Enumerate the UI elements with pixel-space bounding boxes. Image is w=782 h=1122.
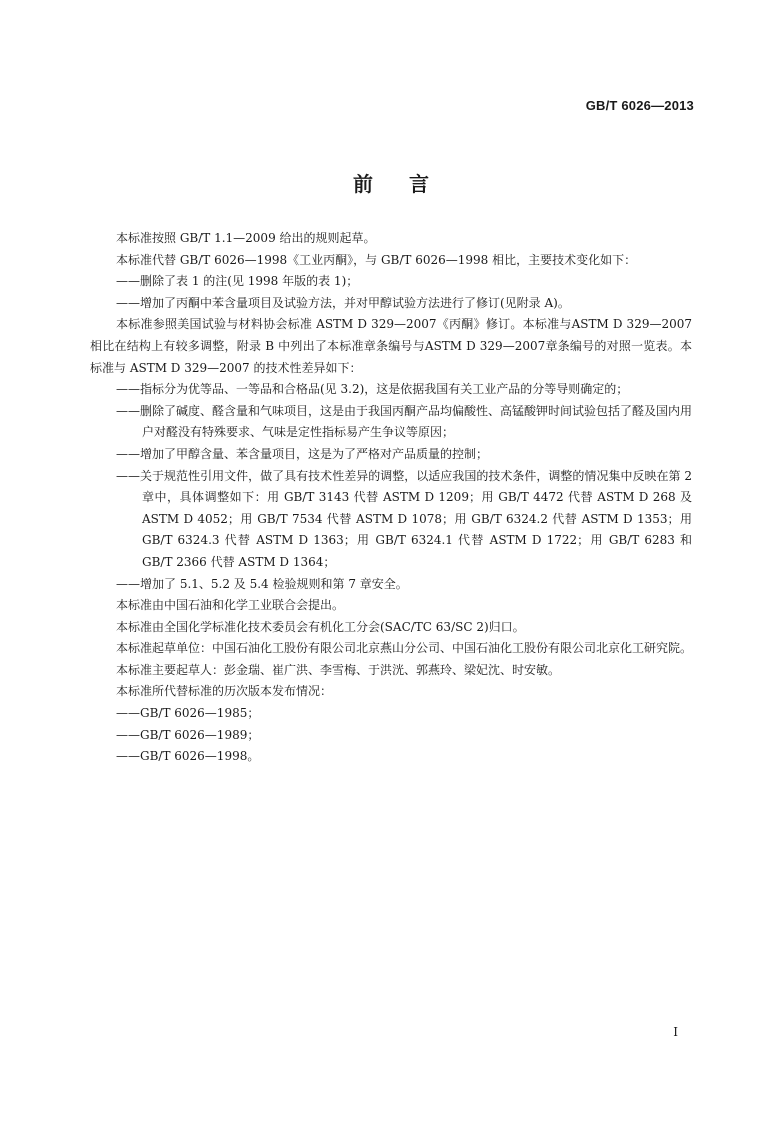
standard-code: GB/T 6026—2013 [585,98,694,113]
foreword-body [90,228,692,768]
paragraph-drafting-units: 本标准起草单位：中国石油化工股份有限公司北京燕山分公司、中国石油化工股份有限公司北京化工研究院。 [116,641,693,656]
list-item: ——GB/T 6026—1998。 [116,749,260,764]
page-title: 前言 [353,172,465,196]
list-item: ——关于规范性引用文件，做了具有技术性差异的调整，以适应我国的技术条件，调整的情况集中反映在第 2 章中，具体调整如下：用 GB/T 3143 代替 ASTM D 1209；用 GB/T 4472 代替 ASTM D 268 及 ASTM D 4052；用 GB/T 7534 代替 ASTM D 1078；用 GB/T 6324.2 代替 ASTM D 1353；用 GB/T 6324.3 代替 ASTM D 1363；用 GB/T 6324.1 代替 ASTM D 1722；用 GB/T 6283 和 GB/T 2366 代替 ASTM D 1364； [116,468,692,569]
list-item: ——增加了丙酮中苯含量项目及试验方法，并对甲醇试验方法进行了修订(见附录 A)。 [116,295,570,310]
list-item: ——GB/T 6026—1989； [116,727,260,742]
page-number: I [673,1025,678,1039]
list-item: ——删除了表 1 的注(见 1998 年版的表 1)； [116,274,359,289]
paragraph-proposer: 本标准由中国石油和化学工业联合会提出。 [116,598,345,613]
list-item: ——增加了甲醇含量、苯含量项目，这是为了严格对产品质量的控制； [116,446,489,461]
list-item: ——删除了碱度、醛含量和气味项目，这是由于我国丙酮产品均偏酸性、高锰酸钾时间试验包括了醛及国内用户对醛没有特殊要求、气味是定性指标易产生争议等原因； [116,403,693,440]
list-item: ——增加了 5.1、5.2 及 5.4 检验规则和第 7 章安全。 [116,576,408,591]
paragraph-drafters: 本标准主要起草人：彭金瑞、崔广洪、李雪梅、于洪洸、郭燕玲、梁妃沈、时安敏。 [116,662,561,677]
paragraph-committee: 本标准由全国化学标准化技术委员会有机化工分会(SAC/TC 63/SC 2)归口。 [116,619,525,634]
paragraph-drafting-rules: 本标准按照 GB/T 1.1—2009 给出的规则起草。 [116,231,376,245]
paragraph-replaces: 本标准代替 GB/T 6026—1998《工业丙酮》，与 GB/T 6026—1998 相比，主要技术变化如下： [116,252,637,267]
paragraph-astm-reference: 本标准参照美国试验与材料协会标准 ASTM D 329—2007《丙酮》修订。本标准与ASTM D 329—2007相比在结构上有较多调整，附录 B 中列出了本标准章条编号与ASTM D 329—2007章条编号的对照一览表。本标准与 ASTM D 329—2007 的技术性差异如下： [90,317,692,375]
list-item: ——指标分为优等品、一等品和合格品(见 3.2)，这是依据我国有关工业产品的分等导则确定的； [116,382,629,397]
paragraph-previous-editions: 本标准所代替标准的历次版本发布情况： [116,684,333,699]
list-item: ——GB/T 6026—1985； [116,706,260,721]
